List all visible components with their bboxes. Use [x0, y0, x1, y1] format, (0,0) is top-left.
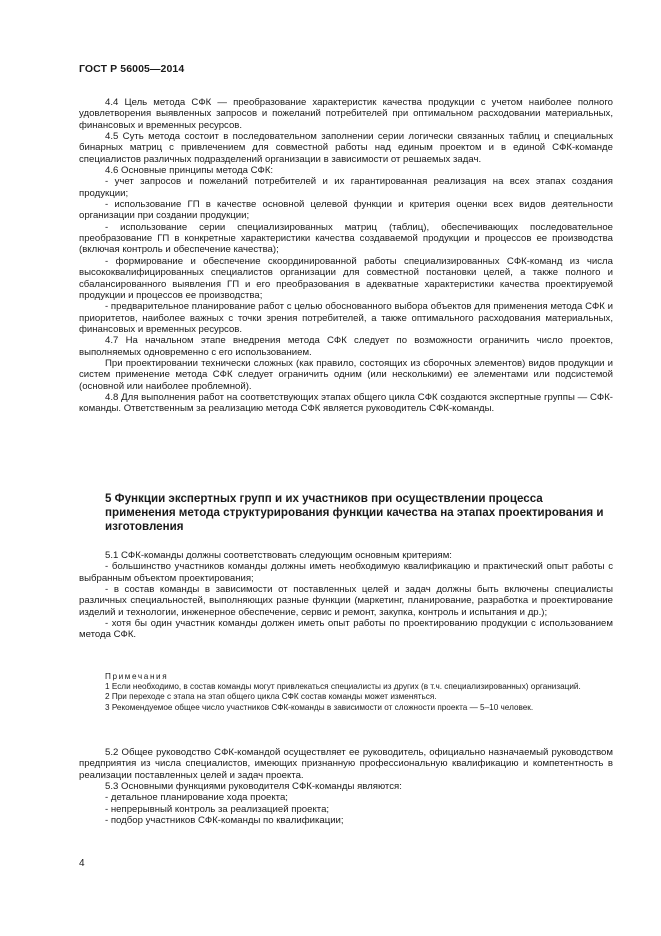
list-item: - хотя бы один участник команды должен иметь опыт работы по проектированию продукции с использованием метода СФК.	[79, 618, 613, 641]
paragraph-5-3: 5.3 Основными функциями руководителя СФК-команды являются:	[105, 781, 402, 793]
paragraph-4-7: 4.7 На начальном этапе внедрения метода СФК следует по возможности ограничить число проектов, выполняемых одновременно с его использованием.	[79, 335, 613, 358]
list-item: - детальное планирование хода проекта;	[105, 792, 288, 804]
list-item: - в состав команды в зависимости от поставленных целей и задач должны быть включены специалисты различных специальностей, выполняющих разные функции (маркетинг, планирование, разработка и проектирование изделий и технологии, инженерное обеспечение, сервис и ремонт, закупка, контроль и испытания и др.);	[79, 584, 613, 618]
notes-title: Примечания	[105, 672, 169, 681]
paragraph-4-8: 4.8 Для выполнения работ на соответствующих этапах общего цикла СФК создаются экспертные группы — СФК-команды. Ответственным за реализацию метода СФК является руководитель СФК-команды.	[79, 391, 613, 415]
paragraph-4-4: 4.4 Цель метода СФК — преобразование характеристик качества продукции с учетом наиболее полного удовлетворения выявленных запросов и пожеланий потребителей при оптимальном расходовании материальных, финансовых и временных ресурсов.	[79, 97, 613, 131]
note-item: 2 При переходе с этапа на этап общего цикла СФК состав команды может изменяться.	[105, 692, 437, 702]
list-item: - непрерывный контроль за реализацией проекта;	[105, 803, 330, 815]
paragraph-5-2: 5.2 Общее руководство СФК-командой осуществляет ее руководитель, официально назначаемый руководством предприятия из числа специалистов, имеющих признанную профессиональную квалификацию и компетентность в реализации поставленных целей и задач проекта.	[79, 747, 613, 781]
body-text-middle	[79, 550, 613, 641]
paragraph-5-1: 5.1 СФК-команды должны соответствовать следующим основным критериям:	[105, 550, 452, 561]
note-item: 3 Рекомендуемое общее число участников СФК-команды в зависимости от сложности проекта — 5–10 человек.	[105, 702, 534, 712]
list-item: - формирование и обеспечение скоординированной работы специализированных СФК-команд из числа высококвалифицированных специалистов организации для совместной постановки целей, а также полного и сбалансированного выявления ГП и его преобразования в адекватные характеристики качества проектируемой продукции и процессов ее производства;	[79, 255, 613, 301]
paragraph-4-6: 4.6 Основные принципы метода СФК:	[105, 165, 274, 177]
page-number: 4	[79, 858, 85, 869]
paragraph-4-7-continued: При проектировании технически сложных (как правило, состоящих из сборочных элементов) видов продукции и систем применение метода СФК следует ограничить одним (или несколькими) ее элементами или подсистемой (основной или наиболее проблемной).	[79, 357, 613, 392]
body-text-bottom	[79, 747, 613, 826]
paragraph-4-5: 4.5 Суть метода состоит в последовательном заполнении серии логически связанных таблиц и специальных бинарных матриц с привлечением для совместной работы над единым проектом и в единой СФК-команде специалистов различных подразделений организации в зависимости от решаемых задач.	[79, 131, 613, 165]
section-heading-5: 5 Функции экспертных групп и их участников при осуществлении процесса применения метода структурирования функции качества на этапах проектирования и изготовления	[105, 492, 604, 533]
list-item: - использование ГП в качестве основной целевой функции и критерия оценки всех видов деятельности организации при создании продукции;	[79, 199, 613, 222]
list-item: - подбор участников СФК-команды по квалификации;	[105, 815, 344, 827]
note-item: 1 Если необходимо, в состав команды могут привлекаться специалисты из других (в т.ч. специализированных) организаций.	[105, 682, 581, 692]
list-item: - предварительное планирование работ с целью обоснованного выбора объектов для применения метода СФК и приоритетов, наиболее важных с точки зрения потребителей, а также оптимального расходования материальных, финансовых и временных ресурсов.	[79, 301, 613, 335]
list-item: - использование серии специализированных матриц (таблиц), обеспечивающих последовательное преобразование ГП в конкретные характеристики качества создаваемой продукции и процессов ее производства (включая контроль и обеспечение качества);	[79, 221, 613, 256]
body-text-top	[79, 97, 613, 415]
notes-block	[79, 672, 613, 713]
list-item: - большинство участников команды должны иметь необходимую квалификацию и практический опыт работы с выбранным объектом проектирования;	[79, 561, 613, 584]
standard-header: ГОСТ Р 56005—2014	[79, 63, 185, 75]
list-item: - учет запросов и пожеланий потребителей и их гарантированная реализация на всех этапах создания продукции;	[79, 176, 613, 199]
